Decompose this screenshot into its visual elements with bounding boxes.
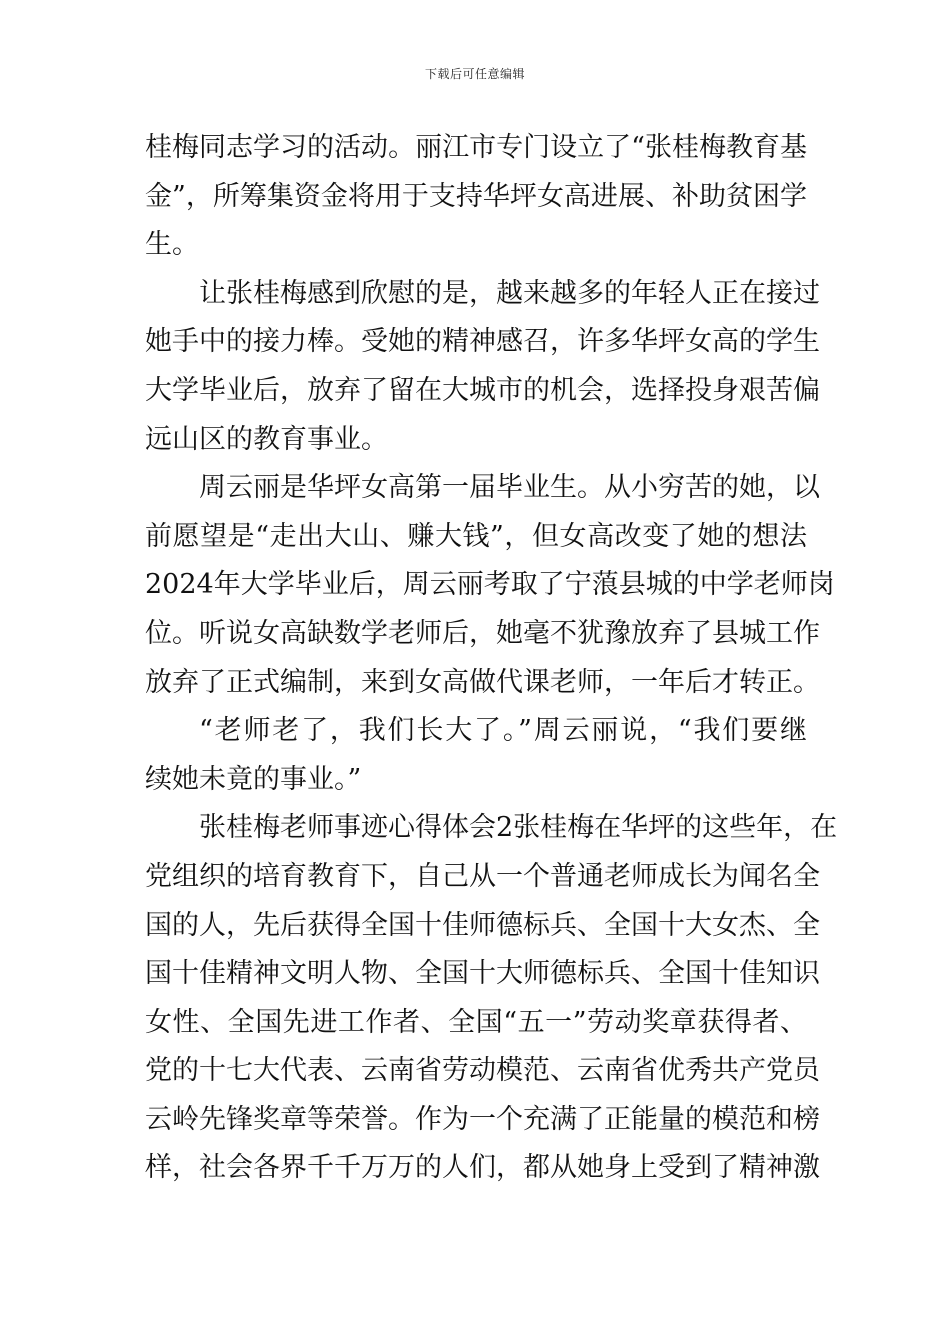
- body-text: [145, 124, 838, 1193]
- text-line: 2024年大学毕业后，周云丽考取了宁蒗县城的中学老师岗: [145, 569, 835, 601]
- text-line: 远山区的教育事业。: [145, 423, 388, 455]
- text-line: 金”，所筹集资金将用于支持华坪女高进展、补助贫困学: [145, 180, 807, 212]
- text-line: 周云丽是华坪女高第一届毕业生。从小穷苦的她，以: [199, 472, 820, 504]
- paragraph: [145, 707, 807, 804]
- text-line: 放弃了正式编制，来到女高做代课老师，一年后才转正。: [145, 666, 820, 698]
- paragraph: [145, 464, 835, 707]
- text-line: 云岭先锋奖章等荣誉。作为一个充满了正能量的模范和榜: [145, 1103, 820, 1135]
- text-line: 生。: [145, 229, 199, 261]
- paragraph: [145, 270, 820, 464]
- text-line: 桂梅同志学习的活动。丽江市专门设立了“张桂梅教育基: [145, 132, 807, 163]
- text-line: “老师老了，我们长大了。”周云丽说，“我们要继: [199, 715, 807, 747]
- text-line: 大学毕业后，放弃了留在大城市的机会，选择投身艰苦偏: [145, 374, 820, 406]
- paragraph: [145, 804, 838, 1193]
- text-line: 张桂梅老师事迹心得体会2张桂梅在华坪的这些年，在: [199, 812, 838, 844]
- text-line: 前愿望是“走出大山、赚大钱”，但女高改变了她的想法: [145, 520, 807, 552]
- text-line: 国十佳精神文明人物、全国十大师德标兵、全国十佳知识: [145, 958, 820, 990]
- text-line: 让张桂梅感到欣慰的是，越来越多的年轻人正在接过: [199, 277, 820, 309]
- text-line: 党的十七大代表、云南省劳动模范、云南省优秀共产党员: [145, 1055, 820, 1087]
- text-line: 样，社会各界千千万万的人们，都从她身上受到了精神激: [145, 1152, 820, 1184]
- paragraph: [145, 124, 807, 270]
- text-line: 党组织的培育教育下，自己从一个普通老师成长为闻名全: [145, 860, 820, 892]
- text-line: 续她未竟的事业。”: [145, 763, 362, 795]
- text-line: 女性、全国先进工作者、全国“五一”劳动奖章获得者、: [145, 1006, 807, 1038]
- header-note: 下载后可任意编辑: [424, 67, 525, 81]
- text-line: 位。听说女高缺数学老师后，她毫不犹豫放弃了县城工作: [145, 617, 820, 649]
- text-line: 她手中的接力棒。受她的精神感召，许多华坪女高的学生: [145, 326, 820, 358]
- text-line: 国的人，先后获得全国十佳师德标兵、全国十大女杰、全: [145, 909, 820, 941]
